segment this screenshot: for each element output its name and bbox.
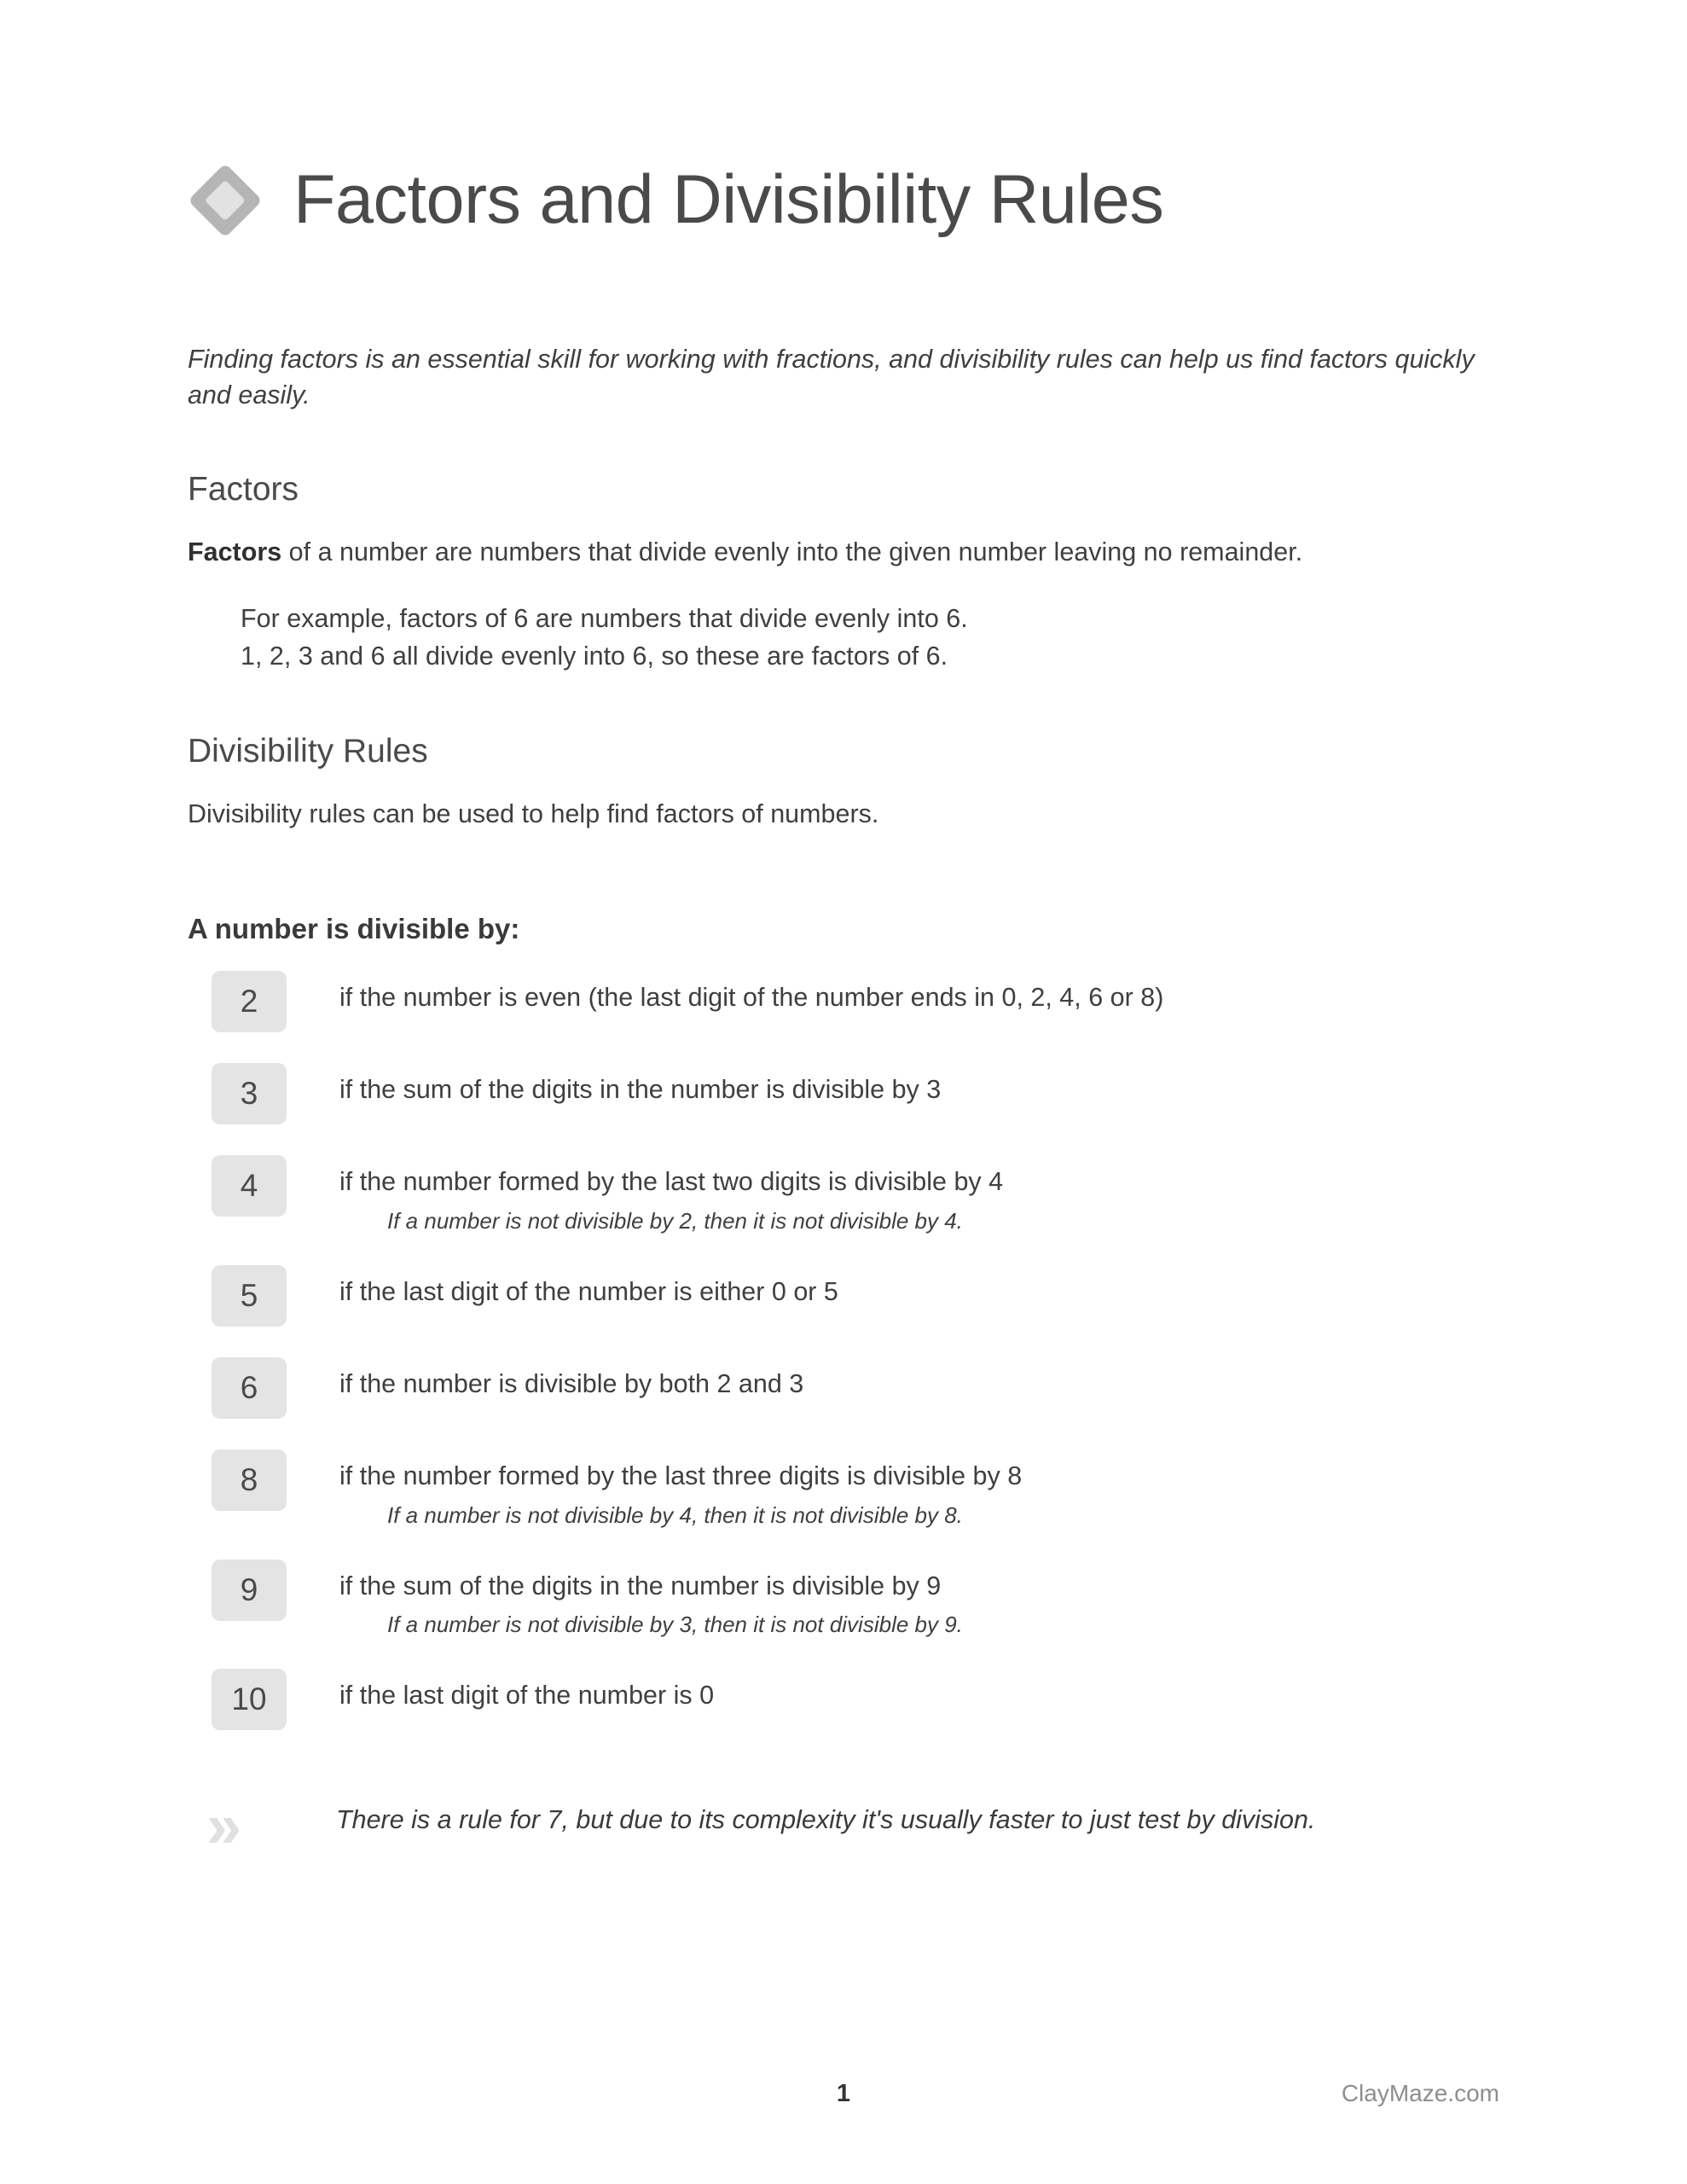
rule-text: if the number formed by the last two digits is divisible by 4 xyxy=(339,1167,1004,1197)
factors-definition-rest: of a number are numbers that divide evenly into the given number leaving no remainder. xyxy=(281,537,1303,567)
rule-text: if the number formed by the last three digits is divisible by 8 xyxy=(339,1461,1023,1491)
rule-number-badge: 5 xyxy=(212,1265,287,1327)
rule-text: if the number is divisible by both 2 and 3 xyxy=(339,1369,804,1399)
rule-text: if the sum of the digits in the number is divisible by 9 xyxy=(339,1571,942,1600)
factors-example xyxy=(241,601,1499,675)
rule-row xyxy=(188,1063,1499,1124)
rule-content xyxy=(339,1669,714,1713)
factors-example-line-1: For example, factors of 6 are numbers that divide evenly into 6. xyxy=(241,604,968,634)
rule-note: If a number is not divisible by 3, then it is not divisible by 9. xyxy=(387,1612,963,1638)
rule-content xyxy=(339,1155,1003,1234)
rule-content xyxy=(339,971,1163,1015)
intro-paragraph: Finding factors is an essential skill for working with fractions, and divisibility rules can help us find factors quickly and easily. xyxy=(188,344,1475,410)
section-heading-factors: Factors xyxy=(188,470,299,508)
factors-definition xyxy=(188,534,1467,570)
factors-example-line-2: 1, 2, 3 and 6 all divide evenly into 6, so these are factors of 6. xyxy=(241,641,948,671)
divisible-by-subheading: A number is divisible by: xyxy=(188,913,520,945)
rule-content xyxy=(339,1357,803,1402)
rule-row xyxy=(188,971,1499,1032)
diamond-icon xyxy=(188,163,263,238)
rule-row xyxy=(188,1265,1499,1327)
rule-row xyxy=(188,1669,1499,1730)
rule-row xyxy=(188,1155,1499,1234)
rule-text: if the last digit of the number is 0 xyxy=(339,1681,715,1711)
rule-row xyxy=(188,1449,1499,1529)
rule-text: if the number is even (the last digit of the number ends in 0, 2, 4, 6 or 8) xyxy=(339,983,1164,1013)
site-credit: ClayMaze.com xyxy=(1341,2080,1499,2106)
section-heading-divisibility: Divisibility Rules xyxy=(188,732,428,770)
rule-row xyxy=(188,1357,1499,1419)
rule-content xyxy=(339,1265,838,1310)
rule-number-badge: 8 xyxy=(212,1449,287,1511)
page-footer xyxy=(188,2080,1499,2114)
rule-number-badge: 10 xyxy=(212,1669,287,1730)
rule-number-badge: 4 xyxy=(212,1155,287,1217)
rule-number-badge: 2 xyxy=(212,971,287,1032)
double-chevron-right-icon: » xyxy=(206,1790,237,1862)
rule-note: If a number is not divisible by 2, then it is not divisible by 4. xyxy=(387,1208,963,1234)
rule-text: if the sum of the digits in the number is divisible by 3 xyxy=(339,1075,942,1105)
rule-number-badge: 9 xyxy=(212,1560,287,1621)
factors-definition-bold: Factors xyxy=(188,537,282,567)
divisibility-rules-list xyxy=(188,971,1499,1730)
rule-number-badge: 3 xyxy=(212,1063,287,1124)
rule-text: if the last digit of the number is either 0 or 5 xyxy=(339,1277,838,1307)
footnote-text: There is a rule for 7, but due to its complexity it's usually faster to just test by division. xyxy=(336,1805,1316,1835)
footnote xyxy=(188,1790,1499,1862)
rule-content xyxy=(339,1560,963,1639)
rule-row xyxy=(188,1560,1499,1639)
page-number: 1 xyxy=(836,2080,851,2107)
rule-content xyxy=(339,1063,941,1107)
rule-number-badge: 6 xyxy=(212,1357,287,1419)
page-title: Factors and Divisibility Rules xyxy=(293,161,1164,239)
rule-note: If a number is not divisible by 4, then it is not divisible by 8. xyxy=(387,1502,963,1528)
rule-content xyxy=(339,1449,1022,1529)
divisibility-intro: Divisibility rules can be used to help find factors of numbers. xyxy=(188,799,879,829)
page-header xyxy=(188,0,1499,282)
